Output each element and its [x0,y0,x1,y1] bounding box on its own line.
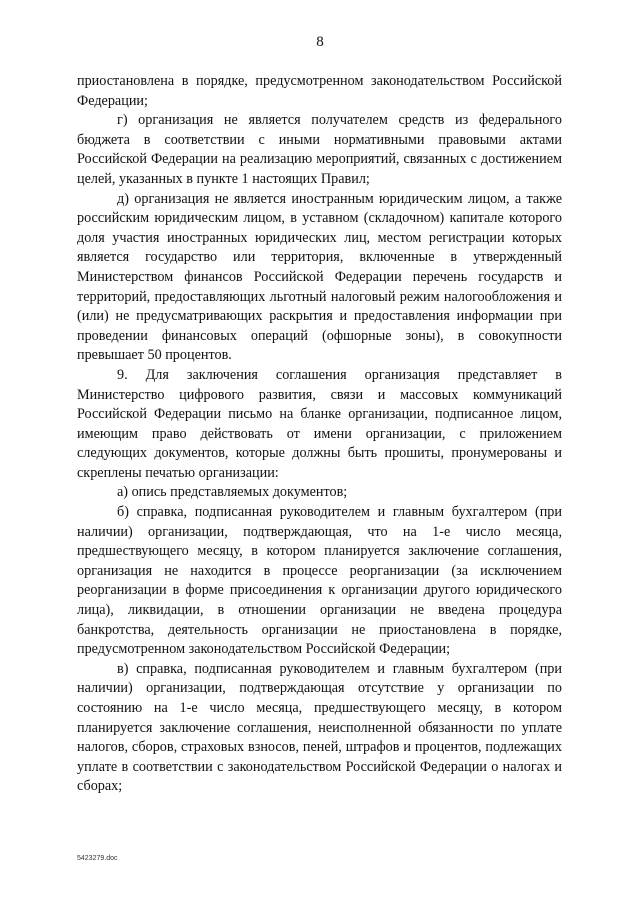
paragraph-item-g: г) организация не является получателем средств из федерального бюджета в соответствии с иными нормативными правовыми актами Российской Федерации на реализацию мероприятий, связанных с достижением целей, указанных в пункте 1 настоящих Правил; [77,112,562,187]
paragraph-clause-9: 9. Для заключения соглашения организация представляет в Министерство цифрового развития, связи и массовых коммуникаций Российской Федерации письмо на бланке организации, подписанное лицом, имеющим право действовать от имени организации, с приложением следующих документов, которые должны быть прошиты, пронумерованы и скреплены печатью организации: [77,366,562,481]
paragraph-item-d: д) организация не является иностранным юридическим лицом, а также российским юридическим лицом, в уставном (складочном) капитале которого доля участия иностранных юридических лиц, местом регистрации которых является государство или территория, включенные в утвержденный Министерством финансов Российской Федерации перечень государств и территорий, предоставляющих льготный налоговый режим налогообложения и (или) не предусматривающих раскрытия и предоставления информации при проведении финансовых операций (офшорные зоны), в совокупности превышает 50 процентов. [77,190,562,364]
paragraph-item-a: а) опись представляемых документов; [117,484,348,501]
paragraph-item-b: б) справка, подписанная руководителем и главным бухгалтером (при наличии) организации, подтверждающая, что на 1-е число месяца, предшествующего месяцу, в котором планируется заключение соглашения, организация не находится в процессе реорганизации (за исключением реорганизации в форме присоединения к организации другого юридического лица), ликвидации, в отношении организации не введена процедура банкротства, деятельность организации не приостановлена в порядке, предусмотренном законодательством Российской Федерации; [77,504,562,658]
page-number: 8 [316,34,324,50]
document-footer: 5423279.doc [77,855,118,862]
paragraph-item-v: в) справка, подписанная руководителем и главным бухгалтером (при наличии) организации, подтверждающая отсутствие у организации по состоянию на 1-е число месяца, предшествующего месяцу, в котором планируется заключение соглашения, неисполненной обязанности по уплате налогов, сборов, страховых взносов, пеней, штрафов и процентов, подлежащих уплате в соответствии с законодательством Российской Федерации о налогах и сборах; [77,660,562,795]
document-body [77,72,562,797]
paragraph-continuation: приостановлена в порядке, предусмотренном законодательством Российской Федерации; [77,73,562,109]
